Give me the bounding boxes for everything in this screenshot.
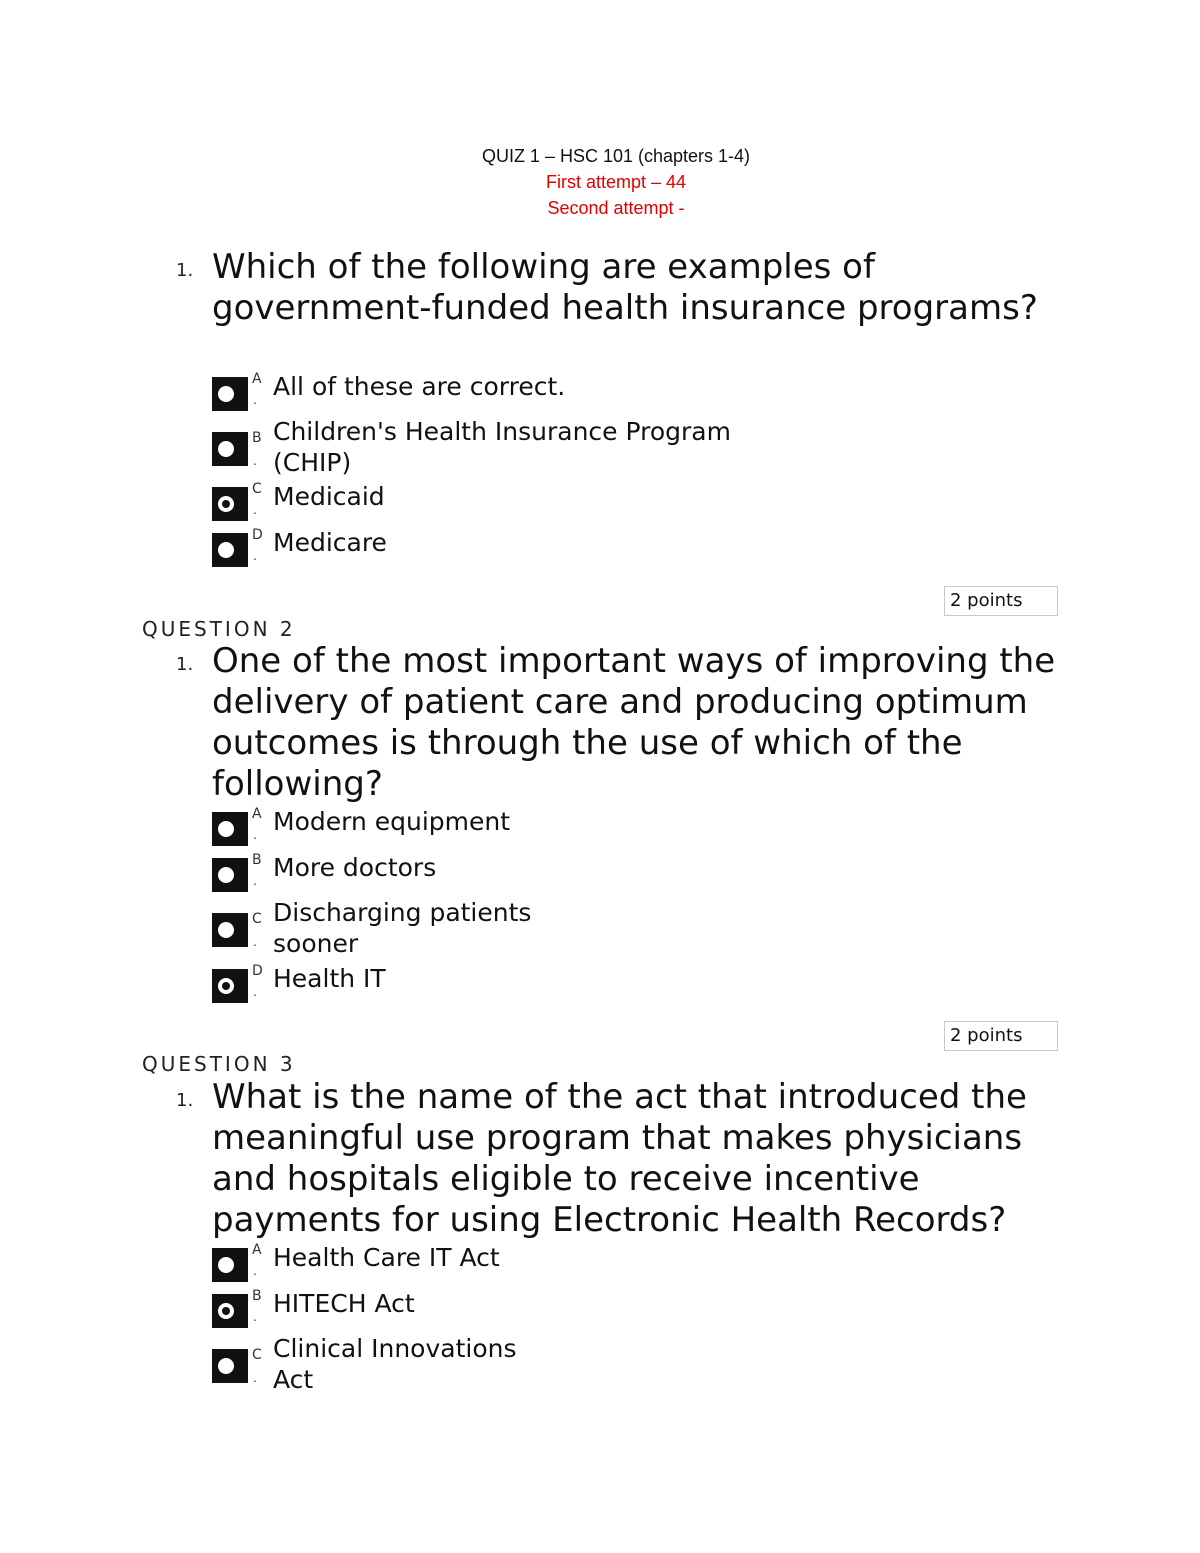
- question-number: 1.: [176, 1090, 194, 1111]
- radio-button-selected[interactable]: [212, 1294, 248, 1328]
- radio-button[interactable]: [212, 432, 248, 466]
- radio-button[interactable]: [212, 812, 248, 846]
- answer-letter: B: [252, 852, 262, 868]
- answer-text: All of these are correct.: [273, 372, 566, 401]
- answer-text: Modern equipment: [273, 807, 511, 836]
- points-badge: 2 points: [944, 1021, 1058, 1051]
- first-attempt-score: First attempt – 44: [545, 172, 687, 192]
- second-attempt-score: Second attempt -: [547, 198, 685, 218]
- answer-letter: A: [252, 1242, 262, 1258]
- radio-button[interactable]: [212, 913, 248, 947]
- answer-letter: B: [252, 1288, 262, 1304]
- radio-button[interactable]: [212, 1349, 248, 1383]
- question-text: Which of the following are examples of government-funded health insurance programs?: [212, 247, 1038, 328]
- radio-button-selected[interactable]: [212, 487, 248, 521]
- answer-text: Health Care IT Act: [273, 1243, 500, 1272]
- answer-letter: A: [252, 371, 262, 387]
- answer-text: Children's Health Insurance Program (CHIP): [273, 417, 731, 477]
- question-text: What is the name of the act that introduced the meaningful use program that makes physicians and hospitals eligible to receive incentive payments for using Electronic Health Records?: [212, 1077, 1027, 1240]
- points-badge: 2 points: [944, 586, 1058, 616]
- answer-text: Medicare: [273, 528, 387, 557]
- question-number: 1.: [176, 654, 194, 675]
- answer-text: HITECH Act: [273, 1289, 415, 1318]
- answer-text: Health IT: [273, 964, 386, 993]
- radio-button[interactable]: [212, 377, 248, 411]
- answer-letter: B: [252, 430, 262, 446]
- answer-letter: C: [252, 481, 262, 497]
- question-label: QUESTION 2: [142, 617, 296, 641]
- answer-letter: D: [252, 527, 263, 543]
- radio-button[interactable]: [212, 858, 248, 892]
- answer-text: More doctors: [273, 853, 437, 882]
- answer-text: Medicaid: [273, 482, 385, 511]
- question-label: QUESTION 3: [142, 1052, 296, 1076]
- radio-button[interactable]: [212, 533, 248, 567]
- question-text: One of the most important ways of improving the delivery of patient care and producing optimum outcomes is through the use of which of the following?: [212, 641, 1056, 804]
- answer-letter: C: [252, 1347, 262, 1363]
- answer-letter: A: [252, 806, 262, 822]
- answer-text: Clinical Innovations Act: [273, 1334, 517, 1394]
- question-number: 1.: [176, 260, 194, 281]
- quiz-title: QUIZ 1 – HSC 101 (chapters 1-4): [481, 146, 751, 166]
- quiz-header: [0, 143, 1200, 221]
- answer-text: Discharging patients sooner: [273, 898, 532, 958]
- radio-button[interactable]: [212, 1248, 248, 1282]
- answer-letter: C: [252, 911, 262, 927]
- answer-letter: D: [252, 963, 263, 979]
- radio-button-selected[interactable]: [212, 969, 248, 1003]
